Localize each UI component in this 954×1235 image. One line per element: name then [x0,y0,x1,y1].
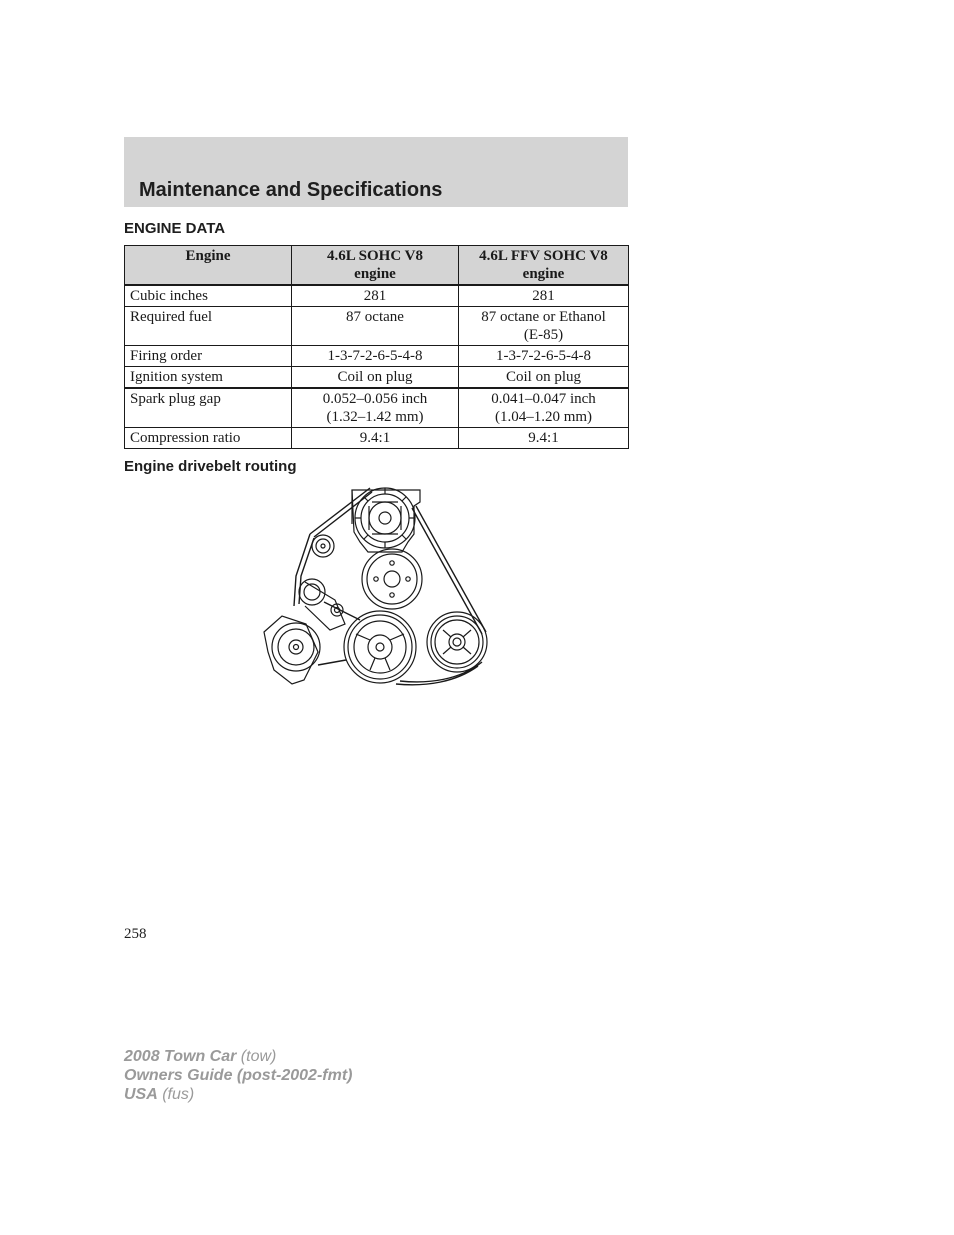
cell-value: 9.4:1 [459,428,629,449]
row-label: Spark plug gap [125,388,292,428]
table-row [125,428,629,449]
header-band [124,137,628,207]
table-header-row [125,246,629,286]
cell-value: 281 [292,285,459,307]
cell-value: 87 octane or Ethanol (E-85) [459,307,629,346]
row-label: Firing order [125,346,292,367]
table-row [125,367,629,389]
cell-value: 1-3-7-2-6-5-4-8 [459,346,629,367]
crankshaft-pulley [344,611,416,683]
row-label: Ignition system [125,367,292,389]
column-header-sohc: 4.6L SOHC V8 engine [292,246,459,286]
row-label: Required fuel [125,307,292,346]
footer-line-market: USA (fus) [124,1086,195,1103]
table-row [125,346,629,367]
cell-value: Coil on plug [459,367,629,389]
document-footer [124,1047,352,1104]
footer-line-guide: Owners Guide (post-2002-fmt) [124,1067,353,1084]
engine-data-heading: ENGINE DATA [124,220,226,237]
cell-value: 0.052–0.056 inch (1.32–1.42 mm) [292,388,459,428]
power-steering-pulley [362,549,422,609]
table-row [125,307,629,346]
cell-value: 1-3-7-2-6-5-4-8 [292,346,459,367]
cell-value: 87 octane [292,307,459,346]
row-label: Cubic inches [125,285,292,307]
table-row [125,285,629,307]
drivebelt-routing-diagram [260,484,490,689]
water-pump-pulley [427,612,487,672]
cell-value: 9.4:1 [292,428,459,449]
page-title: Maintenance and Specifications [139,179,443,201]
cell-value: 0.041–0.047 inch (1.04–1.20 mm) [459,388,629,428]
column-header-ffv: 4.6L FFV SOHC V8 engine [459,246,629,286]
cell-value: 281 [459,285,629,307]
drivebelt-heading: Engine drivebelt routing [124,458,297,475]
column-header-engine: Engine [125,246,292,286]
ac-compressor-pulley [264,616,320,684]
footer-line-model: 2008 Town Car (tow) [124,1048,277,1065]
cell-value: Coil on plug [292,367,459,389]
page-number: 258 [124,926,147,942]
engine-data-table [124,245,629,449]
tensioner-pulley [299,579,345,630]
table-row [125,388,629,428]
row-label: Compression ratio [125,428,292,449]
idler-pulley-top [312,535,334,557]
alternator-pulley [352,488,420,552]
